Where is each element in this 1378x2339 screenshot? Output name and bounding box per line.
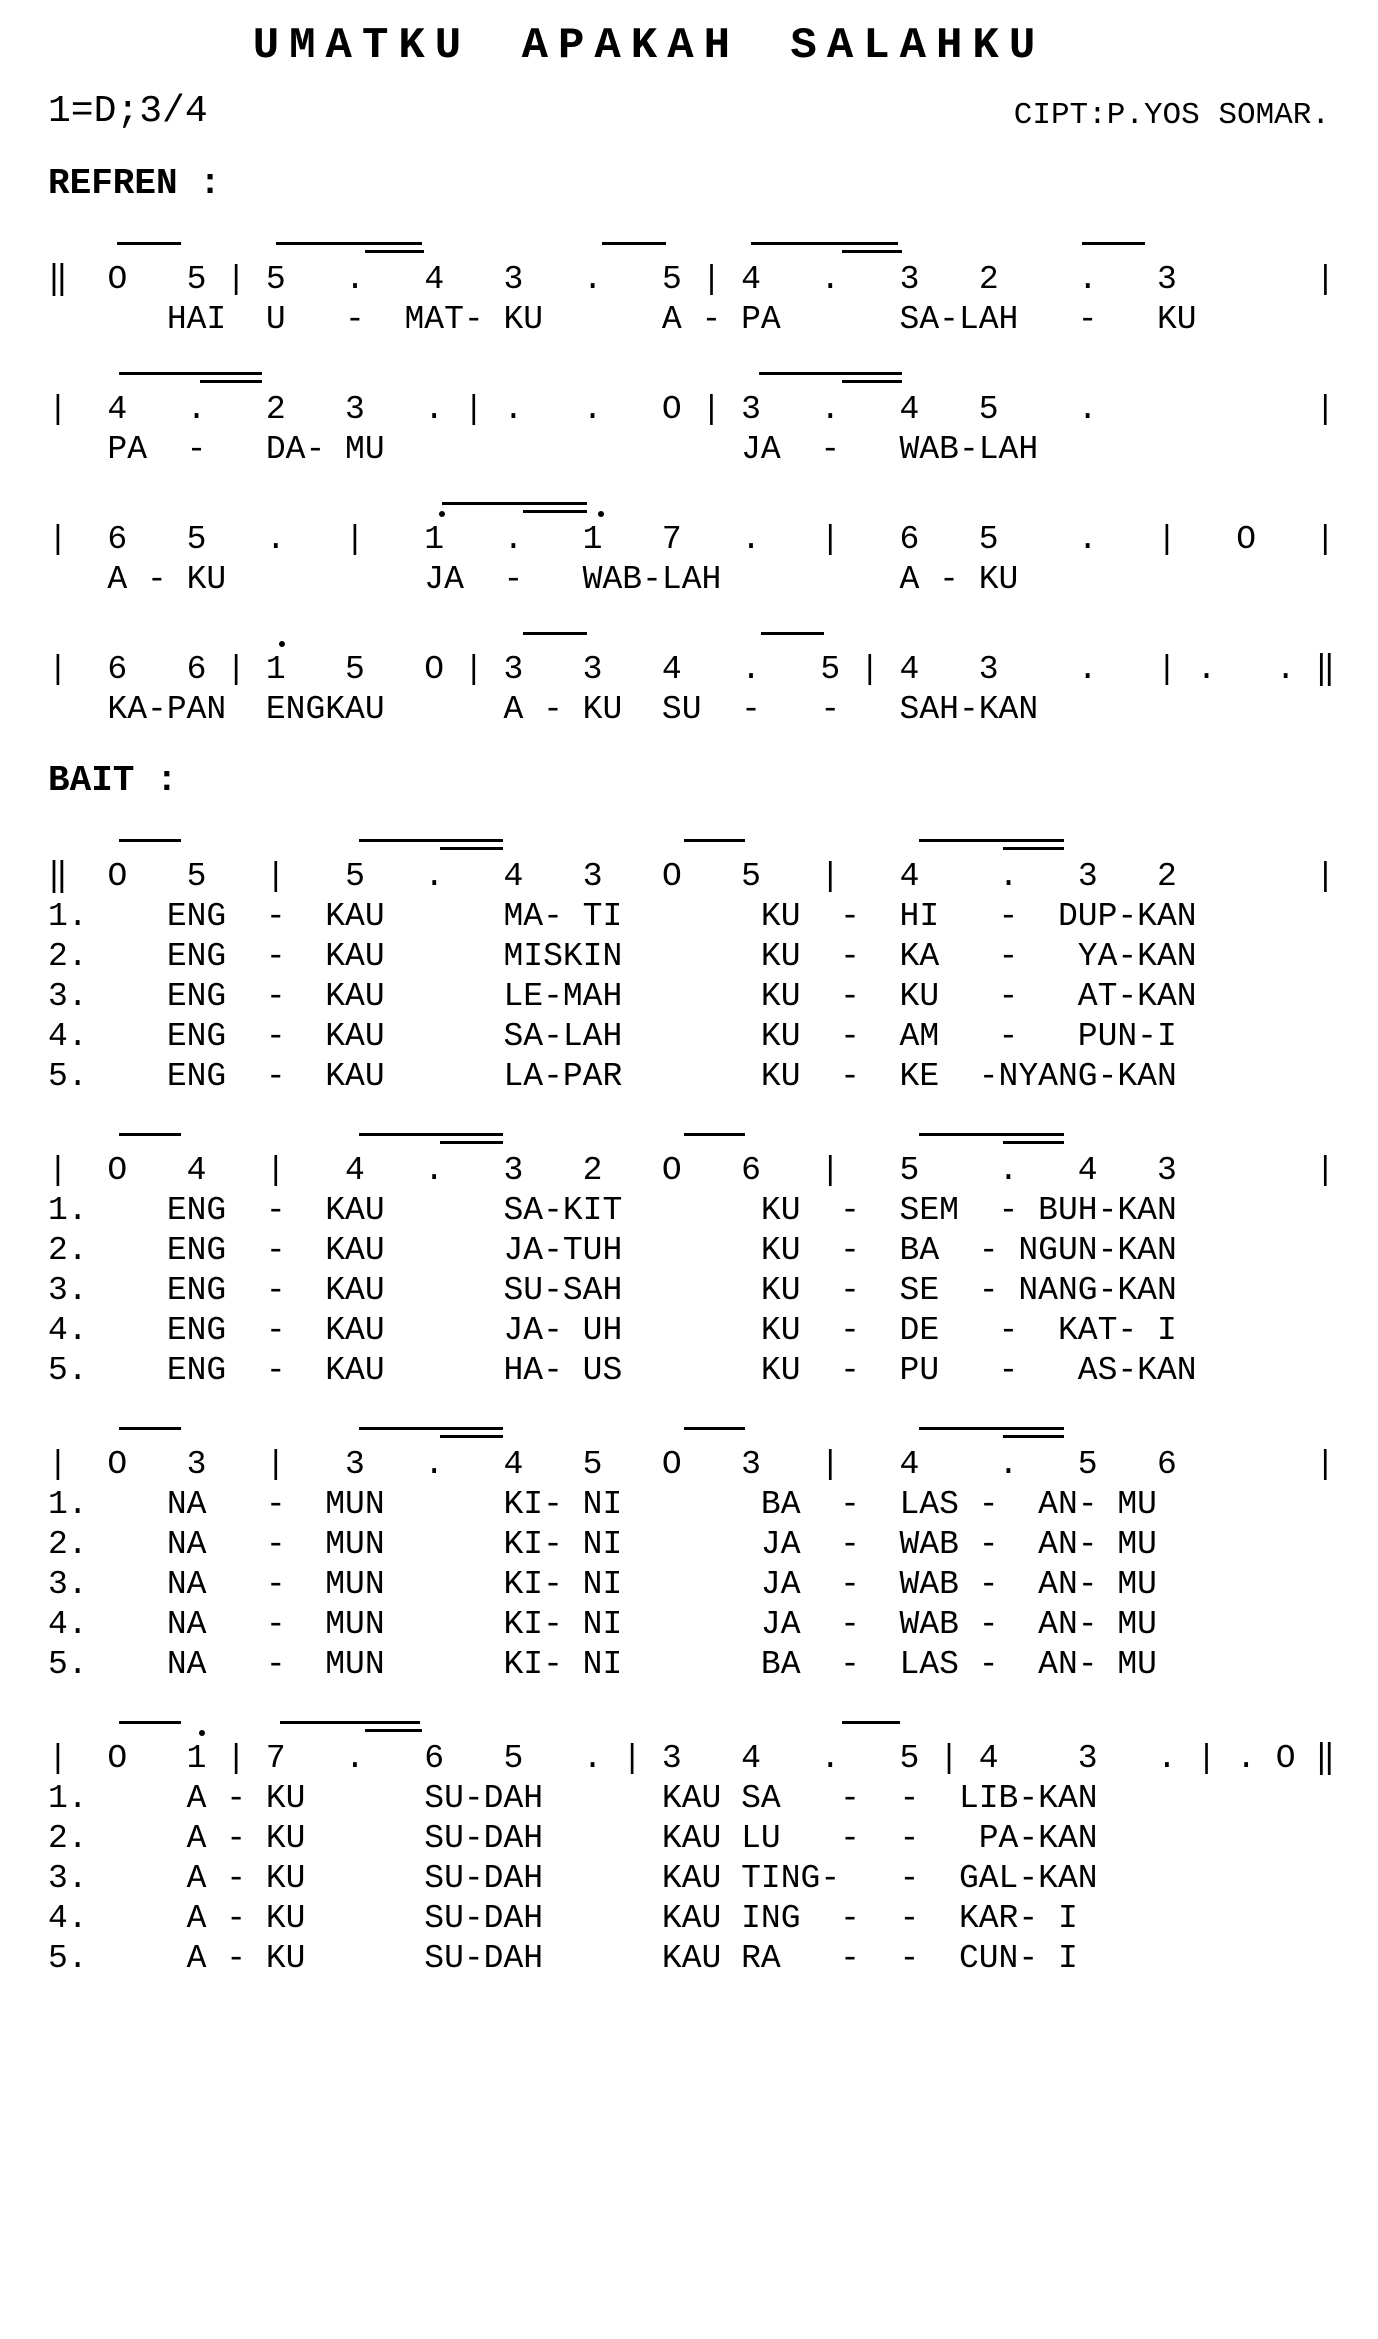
lyric-line: KA-PAN ENGKAU A - KU SU - - SAH-KAN xyxy=(48,691,1039,729)
beam-row xyxy=(48,236,1330,260)
beam-line xyxy=(842,1721,899,1724)
beam-line xyxy=(440,1141,503,1144)
music-system xyxy=(48,366,1336,470)
lyric-line: 1. NA - MUN KI- NI BA - LAS - AN- MU xyxy=(48,1486,1157,1524)
lyric-line: 4. NA - MUN KI- NI JA - WAB - AN- MU xyxy=(48,1606,1157,1644)
beam-row xyxy=(48,626,1330,650)
lyric-line: 2. A - KU SU-DAH KAU LU - - PA-KAN xyxy=(48,1820,1098,1858)
lyric-line: A - KU JA - WAB-LAH A - KU xyxy=(48,561,1019,599)
beam-row xyxy=(48,1715,1330,1739)
octave-dot xyxy=(598,511,604,517)
beam-line xyxy=(684,1427,745,1430)
lyric-line: 5. ENG - KAU LA-PAR KU - KE -NYANG-KAN xyxy=(48,1058,1177,1096)
beam-line xyxy=(1082,242,1145,245)
lyric-line: 3. ENG - KAU LE-MAH KU - KU - AT-KAN xyxy=(48,978,1197,1016)
beam-row xyxy=(48,496,1330,520)
beam-line xyxy=(751,242,898,245)
beam-line xyxy=(440,847,503,850)
octave-dot xyxy=(439,511,445,517)
beam-line xyxy=(602,242,665,245)
beam-row xyxy=(48,1421,1330,1445)
notation-line: | O 3 | 3 . 4 5 O 3 | 4 . 5 6 | xyxy=(48,1446,1336,1484)
beam-line xyxy=(759,372,902,375)
composer-credit: CIPT:P.YOS SOMAR. xyxy=(1013,98,1330,134)
beam-line xyxy=(119,1427,180,1430)
key-signature: 1=D;3/4 xyxy=(48,90,208,134)
music-system xyxy=(48,1715,1336,1979)
beam-line xyxy=(1003,1435,1064,1438)
verse-systems xyxy=(48,833,1336,1979)
notation-line: | 6 6 | 1 5 O | 3 3 4 . 5 | 4 3 . | . . ‖ xyxy=(48,651,1336,689)
beam-line xyxy=(359,839,504,842)
beam-line xyxy=(919,1427,1064,1430)
octave-dot xyxy=(199,1730,205,1736)
beam-line xyxy=(842,250,901,253)
beam-line xyxy=(523,510,586,513)
lyric-line: 2. ENG - KAU MISKIN KU - KA - YA-KAN xyxy=(48,938,1197,976)
beam-line xyxy=(919,1133,1064,1136)
lyric-line: 4. A - KU SU-DAH KAU ING - - KAR- I xyxy=(48,1900,1078,1938)
refrain-systems xyxy=(48,236,1336,730)
beam-line xyxy=(684,1133,745,1136)
beam-line xyxy=(280,1721,421,1724)
notation-line: | O 1 | 7 . 6 5 . | 3 4 . 5 | 4 3 . | . O ‖ xyxy=(48,1740,1336,1778)
beam-line xyxy=(119,1721,180,1724)
beam-line xyxy=(119,1133,180,1136)
beam-row xyxy=(48,833,1330,857)
beam-line xyxy=(842,380,901,383)
beam-row xyxy=(48,1127,1330,1151)
lyric-line: 4. ENG - KAU JA- UH KU - DE - KAT- I xyxy=(48,1312,1177,1350)
lyric-line: 2. ENG - KAU JA-TUH KU - BA - NGUN-KAN xyxy=(48,1232,1177,1270)
lyric-line: 3. A - KU SU-DAH KAU TING- - GAL-KAN xyxy=(48,1860,1098,1898)
lyric-line: 1. ENG - KAU SA-KIT KU - SEM - BUH-KAN xyxy=(48,1192,1177,1230)
beam-line xyxy=(442,502,587,505)
lyric-line: 4. ENG - KAU SA-LAH KU - AM - PUN-I xyxy=(48,1018,1177,1056)
lyric-line: HAI U - MAT- KU A - PA SA-LAH - KU xyxy=(48,301,1197,339)
beam-line xyxy=(684,839,745,842)
beam-row xyxy=(48,366,1330,390)
lyric-line: 3. NA - MUN KI- NI JA - WAB - AN- MU xyxy=(48,1566,1157,1604)
beam-line xyxy=(276,242,423,245)
beam-line xyxy=(119,839,180,842)
beam-line xyxy=(1003,1141,1064,1144)
refrain-heading: REFREN : xyxy=(48,163,221,205)
beam-line xyxy=(359,1427,504,1430)
lyric-line: 2. NA - MUN KI- NI JA - WAB - AN- MU xyxy=(48,1526,1157,1564)
verse-section xyxy=(48,760,1336,1979)
notation-line: ‖ O 5 | 5 . 4 3 . 5 | 4 . 3 2 . 3 | xyxy=(48,261,1336,299)
music-system xyxy=(48,1127,1336,1391)
lyric-line: 1. A - KU SU-DAH KAU SA - - LIB-KAN xyxy=(48,1780,1098,1818)
lyric-line: 1. ENG - KAU MA- TI KU - HI - DUP-KAN xyxy=(48,898,1197,936)
notation-line: ‖ O 5 | 5 . 4 3 O 5 | 4 . 3 2 | xyxy=(48,858,1336,896)
beam-line xyxy=(117,242,180,245)
notation-line: | 6 5 . | 1 . 1 7 . | 6 5 . | O | xyxy=(48,521,1336,559)
beam-line xyxy=(523,632,586,635)
beam-line xyxy=(119,372,262,375)
page-title: UMATKU APAKAH SALAHKU xyxy=(252,21,1046,71)
music-system xyxy=(48,1421,1336,1685)
music-system xyxy=(48,236,1336,340)
notation-line: | O 4 | 4 . 3 2 O 6 | 5 . 4 3 | xyxy=(48,1152,1336,1190)
beam-line xyxy=(365,250,424,253)
music-system xyxy=(48,496,1336,600)
lyric-line: PA - DA- MU JA - WAB-LAH xyxy=(48,431,1039,469)
music-system xyxy=(48,626,1336,730)
notation-line: | 4 . 2 3 . | . . O | 3 . 4 5 . | xyxy=(48,391,1336,429)
music-system xyxy=(48,833,1336,1097)
lyric-line: 5. NA - MUN KI- NI BA - LAS - AN- MU xyxy=(48,1646,1157,1684)
beam-line xyxy=(365,1729,422,1732)
beam-line xyxy=(200,380,261,383)
lyric-line: 5. ENG - KAU HA- US KU - PU - AS-KAN xyxy=(48,1352,1197,1390)
beam-line xyxy=(1003,847,1064,850)
beam-line xyxy=(761,632,824,635)
beam-line xyxy=(440,1435,503,1438)
meta-row xyxy=(48,90,1330,133)
beam-line xyxy=(919,839,1064,842)
beam-line xyxy=(359,1133,504,1136)
refrain-section xyxy=(48,163,1336,730)
lyric-line: 5. A - KU SU-DAH KAU RA - - CUN- I xyxy=(48,1940,1078,1978)
lyric-line: 3. ENG - KAU SU-SAH KU - SE - NANG-KAN xyxy=(48,1272,1177,1310)
verse-heading: BAIT : xyxy=(48,760,178,802)
octave-dot xyxy=(279,641,285,647)
